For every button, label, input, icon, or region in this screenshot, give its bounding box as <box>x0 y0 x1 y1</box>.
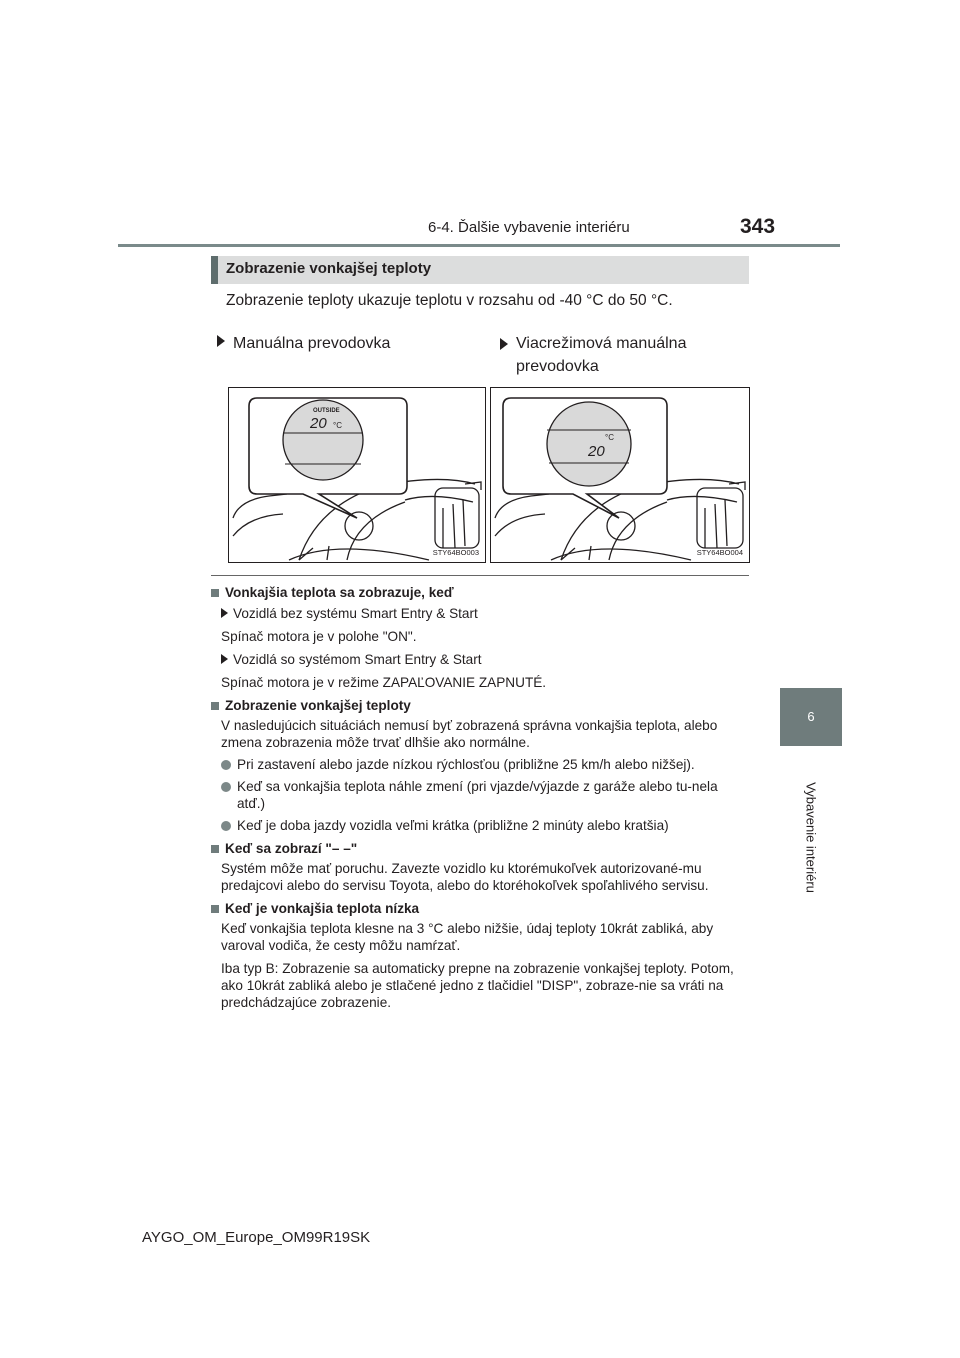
list-item: Pri zastavení alebo jazde nízkou rýchlosťou (približne 25 km/h alebo nižšej). <box>211 756 749 773</box>
round-bullet-icon <box>221 782 231 792</box>
figure-code: STY64BO004 <box>696 548 743 557</box>
case-text: Spínač motora je v režime ZAPAĽOVANIE ZAPNUTÉ. <box>221 675 547 690</box>
arrow-right-icon <box>221 654 228 664</box>
intro-text: Zobrazenie teploty ukazuje teplotu v rozsahu od -40 °C do 50 °C. <box>226 292 673 309</box>
round-bullet-icon <box>221 760 231 770</box>
square-bullet-icon <box>211 702 219 710</box>
subheading-outside-temperature: Zobrazenie vonkajšej teploty <box>211 697 749 714</box>
footer-document-code: AYGO_OM_Europe_OM99R19SK <box>142 1229 371 1246</box>
header-section-title: 6-4. Ďalšie vybavenie interiéru <box>428 219 630 236</box>
list-item: Keď sa vonkajšia teplota náhle zmení (pri vjazde/výjazde z garáže alebo tu-nela atď.) <box>211 778 749 812</box>
display-temperature: 20 <box>310 415 327 432</box>
square-bullet-icon <box>211 589 219 597</box>
display-unit: °C <box>333 421 342 430</box>
round-bullet-icon <box>221 821 231 831</box>
chapter-label: Vybavenie interiéru <box>803 782 819 893</box>
arrow-right-icon <box>221 608 228 618</box>
case-without-smart-entry: Vozidlá bez systému Smart Entry & Start <box>211 605 749 622</box>
case-with-smart-entry: Vozidlá so systémom Smart Entry & Start <box>211 651 749 668</box>
section-title: Zobrazenie vonkajšej teploty <box>226 260 432 277</box>
paragraph: V nasledujúcich situáciách nemusí byť zobrazená správna vonkajšia teplota, alebo zmena zobrazenia môže trvať dlhšie ako normálne. <box>221 718 718 750</box>
column-heading-manual: Manuálna prevodovka <box>217 332 390 355</box>
figure-code: STY64BO003 <box>432 548 479 557</box>
subheading-low-temperature: Keď je vonkajšia teplota nízka <box>211 900 749 917</box>
section-divider <box>211 575 749 576</box>
square-bullet-icon <box>211 845 219 853</box>
paragraph: Iba typ B: Zobrazenie sa automaticky prepne na zobrazenie vonkajšej teploty. Potom, ako 10krát zabliká alebo je stlačené jedno z tlačidiel "DISP", zobraze-nie sa vráti na predchádzajúce zobrazenie. <box>221 961 734 1010</box>
body-text <box>211 580 749 1011</box>
case-text: Spínač motora je v polohe "ON". <box>221 629 417 644</box>
display-label-outside: OUTSIDE <box>313 408 340 414</box>
display-unit: °C <box>605 433 614 442</box>
figure-manual-display <box>228 387 486 563</box>
subheading-display-conditions: Vonkajšia teplota sa zobrazuje, keď <box>211 584 749 601</box>
paragraph: Keď vonkajšia teplota klesne na 3 °C alebo nižšie, údaj teploty 10krát zabliká, aby varoval vodiča, že cesty môžu namŕzať. <box>221 921 714 953</box>
paragraph: Systém môže mať poruchu. Zavezte vozidlo ku ktorémukoľvek autorizované-mu predajcovi alebo do servisu Toyota, alebo do ktoréhokoľvek spoľahlivého servisu. <box>221 861 709 893</box>
section-title-bar <box>211 256 749 284</box>
arrow-right-icon <box>500 338 508 350</box>
display-temperature: 20 <box>588 443 605 460</box>
column-heading-multimode: Viacrežimová manuálna prevodovka <box>500 332 740 378</box>
figure-multimode-display <box>490 387 750 563</box>
arrow-right-icon <box>217 335 225 347</box>
header-divider <box>118 244 840 247</box>
dashboard-illustration <box>229 388 485 562</box>
square-bullet-icon <box>211 905 219 913</box>
chapter-tab: 6 <box>780 688 842 746</box>
list-item: Keď je doba jazdy vozidla veľmi krátka (približne 2 minúty alebo kratšia) <box>211 817 749 834</box>
page-number: 343 <box>740 215 776 238</box>
dashboard-illustration <box>491 388 749 562</box>
subheading-dashes-displayed: Keď sa zobrazí "– –" <box>211 840 749 857</box>
